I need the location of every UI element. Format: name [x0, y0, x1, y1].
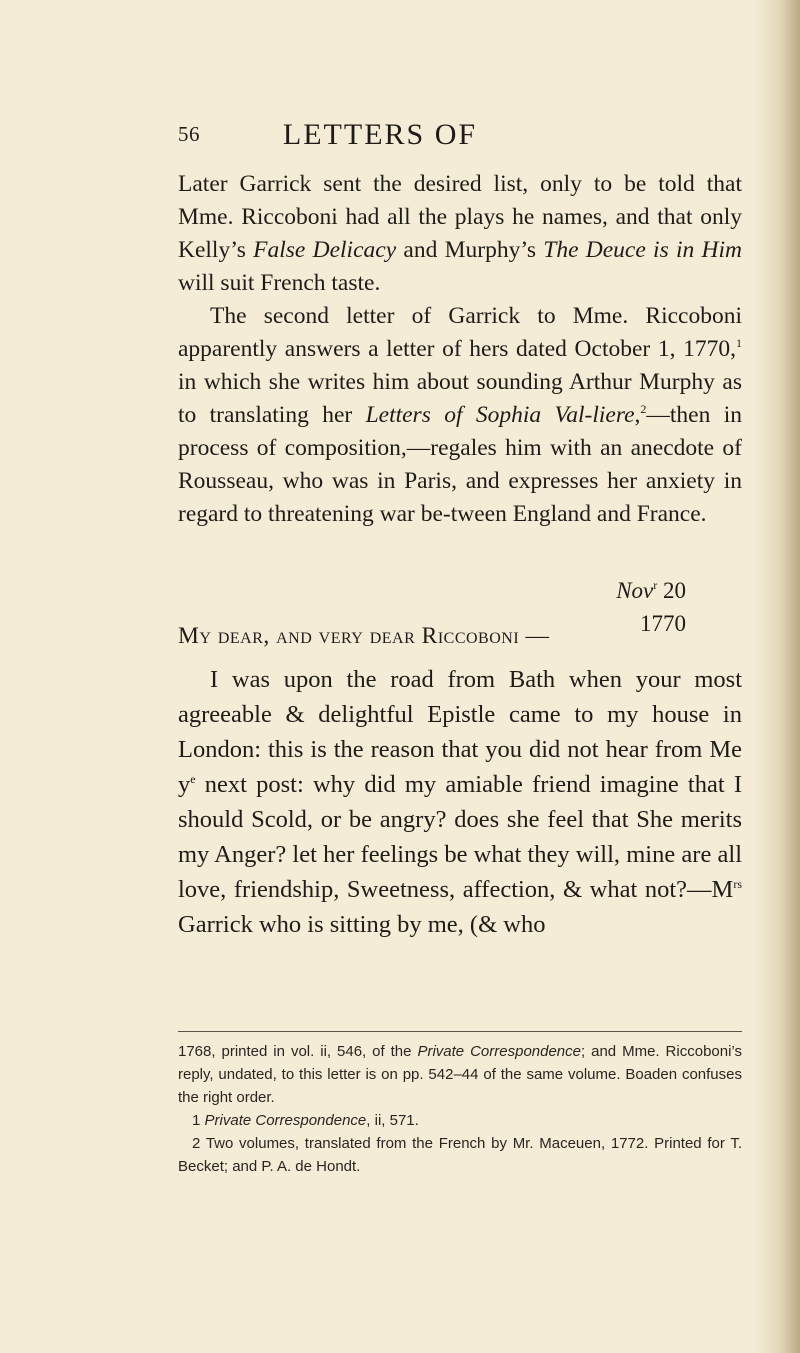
text-run: Two volumes, translated from the French by Mr. Maceuen, 1772. Printed for T. Becket; and P. A. de Hondt.: [178, 1135, 742, 1175]
mrs-superscript: rs: [733, 877, 742, 891]
text-run: —then in process of composition,—regales him with an anecdote of Rousseau, who was in Paris, and expresses her anxiety in regard to threatening war be-tween England and France.: [178, 402, 743, 527]
intro-paragraph-2: [178, 300, 742, 531]
text-run: next post: why did my amiable friend imagine that I should Scold, or be angry? does she feel that She merits my Anger? let her feelings be what they will, mine are all love, friendship, Sweetness, affection, & what not?—M: [178, 771, 742, 903]
footnote-2: [178, 1132, 742, 1178]
text-run: I was upon the road from Bath when your most agreeable & delightful Epistle came to my house in London: this is the reason that you did not hear from Me y: [178, 666, 742, 798]
date-month-day: [536, 574, 686, 607]
text-run: ,: [634, 402, 641, 428]
book-title-letters-of-sophia: Letters of Sophia Val-liere: [365, 402, 635, 428]
text-run: Later Garrick sent the desired list, only to be told that Mme. Riccoboni had all the plays he names, and that only Kelly’s: [178, 171, 742, 263]
footnotes: [178, 1040, 742, 1178]
footnote-italic-title: Private Correspondence: [204, 1112, 367, 1129]
footnote-number: 2: [192, 1135, 201, 1152]
ye-superscript: e: [190, 772, 196, 786]
intro-paragraph-1: [178, 168, 742, 300]
footnote-ref-2: 2: [640, 402, 647, 416]
footnote-italic-title: Private Correspondence: [417, 1043, 581, 1060]
introduction-text: [178, 168, 742, 531]
date-year: 1770: [640, 611, 686, 636]
footnote-continuation: [178, 1040, 742, 1109]
text-run: ; and Mme. Riccoboni’s reply, undated, to this letter is on pp. 542–44 of the same volume. Boaden confuses the right order.: [178, 1043, 742, 1106]
letter-salutation: My dear, and very dear Riccoboni —: [178, 623, 550, 649]
text-run: The second letter of Garrick to Mme. Riccoboni apparently answers a letter of hers dated October 1, 1770,: [178, 303, 742, 362]
date-month-superscript: r: [653, 578, 658, 592]
text-run: and Murphy’s: [396, 237, 544, 263]
footnote-ref-1: 1: [736, 336, 742, 350]
text-run: 1768, printed in vol. ii, 546, of the: [178, 1043, 418, 1060]
text-run: , ii, 571.: [366, 1112, 419, 1129]
letter-paragraph: [178, 662, 742, 942]
page-number: 56: [178, 122, 200, 146]
letter-dateline: [536, 574, 686, 640]
footnote-divider: [178, 1031, 742, 1032]
play-title-false-delicacy: False Delicacy: [253, 237, 397, 263]
date-month: Nov: [616, 578, 654, 603]
footnote-number: 1: [192, 1112, 201, 1129]
text-run: in which she writes him about sounding Arthur Murphy as to translating her: [178, 369, 742, 428]
date-day: 20: [663, 578, 686, 603]
play-title-deuce: The Deuce is in Him: [543, 237, 743, 263]
running-title: LETTERS OF: [282, 118, 478, 151]
page-edge-shadow: [754, 0, 800, 1353]
footnote-1: [178, 1109, 742, 1132]
text-run: Garrick who is sitting by me, (& who: [178, 911, 546, 938]
letter-body: [178, 662, 742, 942]
page-header: [0, 118, 800, 158]
text-run: will suit French taste.: [178, 270, 381, 296]
